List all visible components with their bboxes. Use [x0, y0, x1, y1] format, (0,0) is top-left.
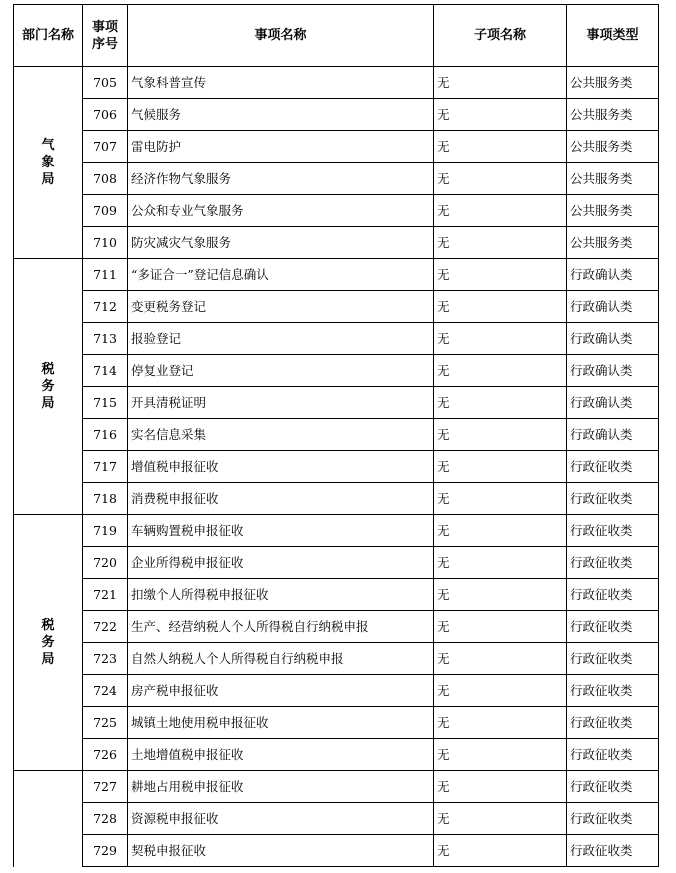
- table-row: [14, 771, 659, 803]
- type-cell: 行政征收类: [567, 451, 659, 483]
- table-row: [14, 195, 659, 227]
- type-cell: 行政征收类: [567, 483, 659, 515]
- seq-cell: 714: [83, 355, 128, 387]
- matters-table: [13, 4, 659, 867]
- seq-cell: 705: [83, 67, 128, 99]
- table-row: [14, 291, 659, 323]
- type-cell: 行政确认类: [567, 323, 659, 355]
- sub-cell: 无: [434, 291, 567, 323]
- name-cell: 雷电防护: [128, 131, 434, 163]
- dept-cell: [14, 771, 83, 867]
- seq-cell: 725: [83, 707, 128, 739]
- name-cell: 消费税申报征收: [128, 483, 434, 515]
- name-cell: 土地增值税申报征收: [128, 739, 434, 771]
- sub-cell: 无: [434, 451, 567, 483]
- name-cell: 气象科普宣传: [128, 67, 434, 99]
- sub-cell: 无: [434, 579, 567, 611]
- header-dept: 部门名称: [14, 5, 83, 67]
- sub-cell: 无: [434, 67, 567, 99]
- seq-cell: 709: [83, 195, 128, 227]
- name-cell: 耕地占用税申报征收: [128, 771, 434, 803]
- name-cell: 契税申报征收: [128, 835, 434, 867]
- name-cell: 经济作物气象服务: [128, 163, 434, 195]
- table-row: [14, 739, 659, 771]
- type-cell: 公共服务类: [567, 163, 659, 195]
- header-sub: 子项名称: [434, 5, 567, 67]
- sub-cell: 无: [434, 99, 567, 131]
- name-cell: 报验登记: [128, 323, 434, 355]
- type-cell: 公共服务类: [567, 99, 659, 131]
- type-cell: 行政征收类: [567, 579, 659, 611]
- seq-cell: 706: [83, 99, 128, 131]
- table-row: [14, 355, 659, 387]
- name-cell: 增值税申报征收: [128, 451, 434, 483]
- name-cell: 资源税申报征收: [128, 803, 434, 835]
- name-cell: 扣缴个人所得税申报征收: [128, 579, 434, 611]
- table-row: [14, 419, 659, 451]
- sub-cell: 无: [434, 547, 567, 579]
- dept-cell: [14, 67, 83, 259]
- seq-cell: 710: [83, 227, 128, 259]
- sub-cell: 无: [434, 611, 567, 643]
- name-cell: 公众和专业气象服务: [128, 195, 434, 227]
- sub-cell: 无: [434, 675, 567, 707]
- seq-cell: 707: [83, 131, 128, 163]
- sub-cell: 无: [434, 163, 567, 195]
- type-cell: 行政确认类: [567, 291, 659, 323]
- sub-cell: 无: [434, 227, 567, 259]
- dept-cell: [14, 515, 83, 771]
- name-cell: “多证合一”登记信息确认: [128, 259, 434, 291]
- dept-name: 税务局: [41, 618, 55, 667]
- seq-cell: 720: [83, 547, 128, 579]
- name-cell: 企业所得税申报征收: [128, 547, 434, 579]
- type-cell: 行政征收类: [567, 643, 659, 675]
- table-row: [14, 483, 659, 515]
- table-row: [14, 547, 659, 579]
- table-row: [14, 803, 659, 835]
- table-row: [14, 99, 659, 131]
- name-cell: 停复业登记: [128, 355, 434, 387]
- table-body: [14, 67, 659, 867]
- seq-cell: 722: [83, 611, 128, 643]
- sub-cell: 无: [434, 739, 567, 771]
- name-cell: 车辆购置税申报征收: [128, 515, 434, 547]
- sub-cell: 无: [434, 771, 567, 803]
- table-row: [14, 611, 659, 643]
- table-row: [14, 675, 659, 707]
- type-cell: 公共服务类: [567, 195, 659, 227]
- name-cell: 变更税务登记: [128, 291, 434, 323]
- seq-cell: 708: [83, 163, 128, 195]
- seq-cell: 718: [83, 483, 128, 515]
- type-cell: 行政征收类: [567, 771, 659, 803]
- dept-cell: [14, 259, 83, 515]
- table-row: [14, 227, 659, 259]
- table-row: [14, 387, 659, 419]
- seq-cell: 719: [83, 515, 128, 547]
- dept-name: 气象局: [41, 138, 55, 187]
- name-cell: 自然人纳税人个人所得税自行纳税申报: [128, 643, 434, 675]
- type-cell: 行政确认类: [567, 419, 659, 451]
- seq-cell: 716: [83, 419, 128, 451]
- sub-cell: 无: [434, 323, 567, 355]
- seq-cell: 723: [83, 643, 128, 675]
- type-cell: 公共服务类: [567, 131, 659, 163]
- name-cell: 防灾减灾气象服务: [128, 227, 434, 259]
- table-row: [14, 451, 659, 483]
- sub-cell: 无: [434, 355, 567, 387]
- sub-cell: 无: [434, 419, 567, 451]
- sub-cell: 无: [434, 131, 567, 163]
- table-row: [14, 707, 659, 739]
- seq-cell: 729: [83, 835, 128, 867]
- seq-cell: 721: [83, 579, 128, 611]
- table-row: [14, 259, 659, 291]
- header-seq-text: 事项序号: [91, 19, 118, 52]
- type-cell: 行政征收类: [567, 675, 659, 707]
- table-row: [14, 515, 659, 547]
- seq-cell: 715: [83, 387, 128, 419]
- table-row: [14, 579, 659, 611]
- name-cell: 开具清税证明: [128, 387, 434, 419]
- type-cell: 行政征收类: [567, 739, 659, 771]
- name-cell: 城镇土地使用税申报征收: [128, 707, 434, 739]
- seq-cell: 726: [83, 739, 128, 771]
- sub-cell: 无: [434, 483, 567, 515]
- header-seq: [83, 5, 128, 67]
- type-cell: 行政确认类: [567, 387, 659, 419]
- seq-cell: 717: [83, 451, 128, 483]
- name-cell: 气候服务: [128, 99, 434, 131]
- type-cell: 行政征收类: [567, 515, 659, 547]
- type-cell: 行政征收类: [567, 835, 659, 867]
- name-cell: 实名信息采集: [128, 419, 434, 451]
- table-row: [14, 131, 659, 163]
- type-cell: 公共服务类: [567, 67, 659, 99]
- table-row: [14, 323, 659, 355]
- dept-name: 税务局: [41, 362, 55, 411]
- sub-cell: 无: [434, 835, 567, 867]
- type-cell: 行政征收类: [567, 547, 659, 579]
- type-cell: 行政确认类: [567, 355, 659, 387]
- seq-cell: 727: [83, 771, 128, 803]
- seq-cell: 712: [83, 291, 128, 323]
- sub-cell: 无: [434, 643, 567, 675]
- seq-cell: 713: [83, 323, 128, 355]
- header-row: [14, 5, 659, 67]
- name-cell: 房产税申报征收: [128, 675, 434, 707]
- seq-cell: 711: [83, 259, 128, 291]
- seq-cell: 724: [83, 675, 128, 707]
- header-type: 事项类型: [567, 5, 659, 67]
- type-cell: 行政征收类: [567, 707, 659, 739]
- table-row: [14, 643, 659, 675]
- type-cell: 行政征收类: [567, 611, 659, 643]
- table-row: [14, 163, 659, 195]
- sub-cell: 无: [434, 515, 567, 547]
- type-cell: 行政确认类: [567, 259, 659, 291]
- sub-cell: 无: [434, 195, 567, 227]
- sub-cell: 无: [434, 259, 567, 291]
- header-name: 事项名称: [128, 5, 434, 67]
- seq-cell: 728: [83, 803, 128, 835]
- type-cell: 公共服务类: [567, 227, 659, 259]
- sub-cell: 无: [434, 707, 567, 739]
- type-cell: 行政征收类: [567, 803, 659, 835]
- name-cell: 生产、经营纳税人个人所得税自行纳税申报: [128, 611, 434, 643]
- table-row: [14, 67, 659, 99]
- table-row: [14, 835, 659, 867]
- sub-cell: 无: [434, 387, 567, 419]
- sub-cell: 无: [434, 803, 567, 835]
